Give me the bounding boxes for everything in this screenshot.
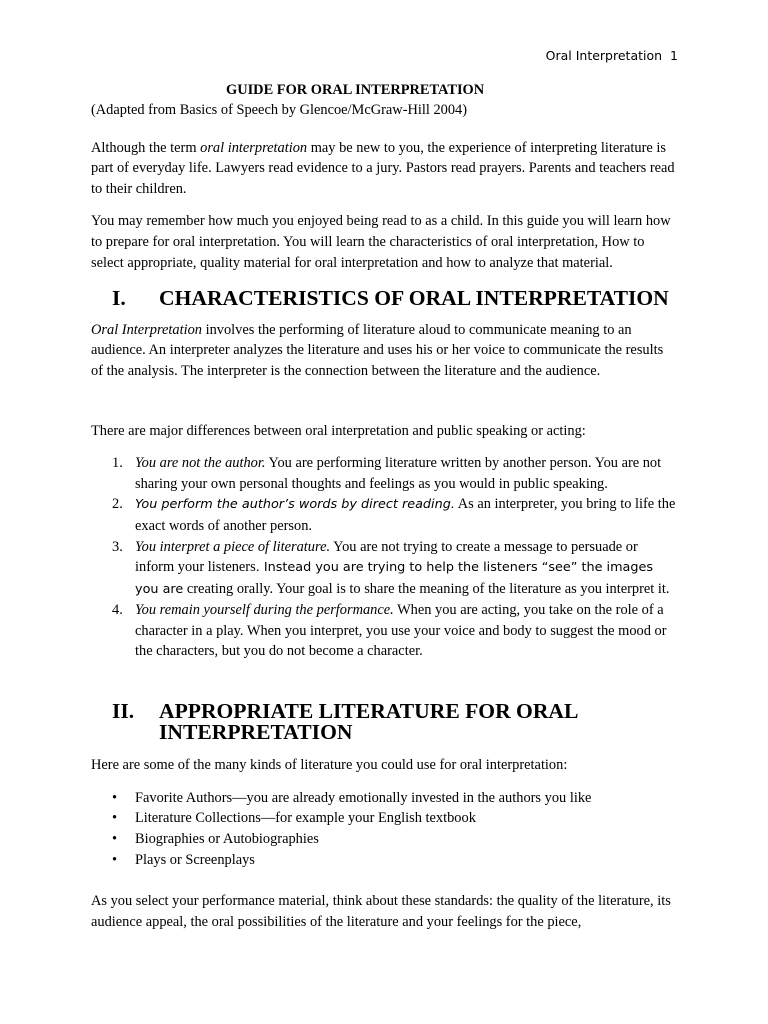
section-title: APPROPRIATE LITERATURE FOR ORAL INTERPRETATION [159, 699, 578, 744]
bullet-icon: • [112, 851, 118, 868]
intro-paragraph-2: You may remember how much you enjoyed being read to as a child. In this guide you will learn how to prepare for oral interpretation. You will learn the characteristics of oral interpretation, How to select appropriate, quality material for oral interpretation and how to analyze that material. [91, 213, 671, 271]
section-heading-2 [91, 701, 677, 742]
section-numeral: I. [112, 286, 126, 311]
document-subtitle: (Adapted from Basics of Speech by Glencoe/McGraw-Hill 2004) [91, 102, 468, 118]
list-item: • Biographies or Autobiographies [91, 829, 677, 850]
section1-paragraph: Oral Interpretation involves the performing of literature aloud to communicate meaning to an audience. An interpreter analyzes the literature and uses his or her voice to communicate the results of the analysis. The interpreter is the connection between the literature and the audience. [91, 321, 664, 379]
document-title: GUIDE FOR ORAL INTERPRETATION [226, 82, 485, 98]
differences-intro: There are major differences between oral interpretation and public speaking or acting: [91, 422, 586, 439]
list-item: • Plays or Screenplays [91, 850, 677, 871]
document-body [91, 80, 677, 932]
list-item: 2. You perform the author’s words by direct reading. As an interpreter, you bring to life the exact words of another person. [112, 496, 676, 534]
running-title: Oral Interpretation [545, 48, 663, 63]
list-item: • Literature Collections—for example your English textbook [91, 808, 677, 829]
section2-intro: Here are some of the many kinds of literature you could use for oral interpretation: [91, 757, 568, 774]
list-item: 4. You remain yourself during the performance. When you are acting, you take on the role of a character in a play. When you interpret, you use your voice and body to suggest the mood or the characters, but you do not become a character. [112, 602, 667, 660]
literature-kinds-list [91, 788, 677, 870]
list-item: 1. You are not the author. You are performing literature written by another person. You are not sharing your own personal thoughts and feelings as you would in public speaking. [112, 455, 662, 492]
list-item: • Favorite Authors—you are already emotionally invested in the authors you like [91, 788, 677, 809]
running-header [546, 46, 678, 67]
intro-paragraph-1: Although the term oral interpretation may be new to you, the experience of interpreting literature is part of everyday life. Lawyers read evidence to a jury. Pastors read prayers. Parents and teachers read to their children. [91, 139, 675, 197]
bullet-icon: • [112, 810, 118, 827]
selection-standards-paragraph: As you select your performance material, think about these standards: the quality of the literature, its audience appeal, the oral possibilities of the literature and your feelings for the piece, [91, 893, 671, 930]
term-oral-interpretation: oral interpretation [200, 139, 308, 156]
section-heading-1 [91, 288, 677, 309]
list-item: 3. You interpret a piece of literature. You are not trying to create a message to persuade or inform your listeners. Instead you are trying to help the listeners “see” the images you are creating orally. Your goal is to share the meaning of the literature as you interpret it. [112, 538, 670, 597]
page-number: 1 [670, 48, 678, 63]
bullet-icon: • [112, 831, 118, 848]
section-numeral: II. [112, 699, 135, 724]
differences-list [91, 453, 677, 662]
section-title: CHARACTERISTICS OF ORAL INTERPRETATION [159, 286, 669, 311]
bullet-icon: • [112, 789, 118, 806]
